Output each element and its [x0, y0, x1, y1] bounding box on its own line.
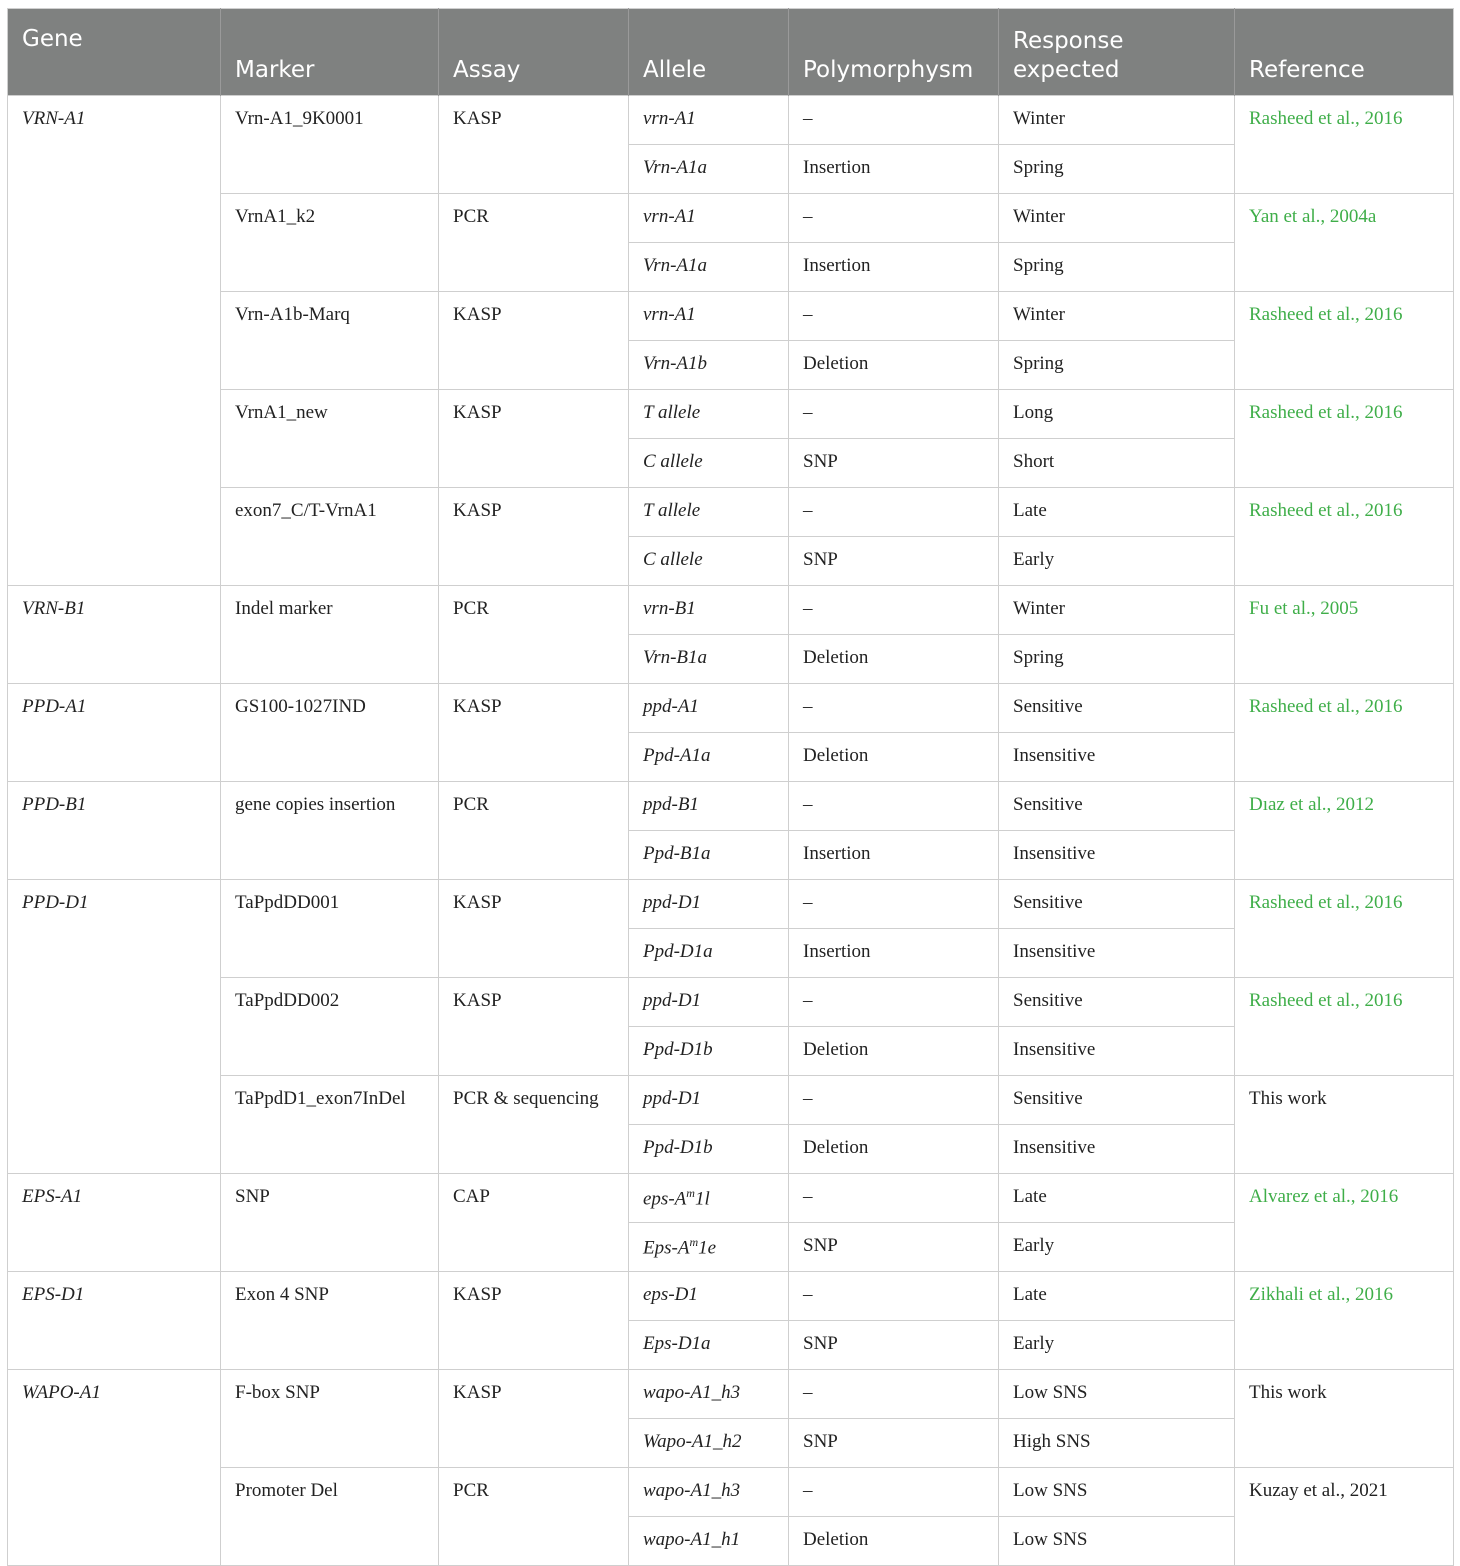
polymorphism-cell: – — [789, 96, 999, 145]
response-cell: Long — [999, 390, 1235, 439]
marker-cell: Vrn-A1_9K0001 — [221, 96, 439, 194]
gene-cell: WAPO-A1 — [8, 1370, 221, 1566]
header-reference: Reference — [1235, 9, 1454, 96]
allele-cell: Ppd-D1b — [629, 1125, 789, 1174]
gene-cell: PPD-D1 — [8, 880, 221, 1174]
response-cell: Late — [999, 488, 1235, 537]
polymorphism-cell: – — [789, 880, 999, 929]
allele-cell: ppd-A1 — [629, 684, 789, 733]
table-row — [8, 292, 1454, 341]
allele-cell: vrn-A1 — [629, 194, 789, 243]
assay-cell: KASP — [439, 1370, 629, 1468]
allele-cell: Eps-D1a — [629, 1321, 789, 1370]
reference-link[interactable]: Rasheed et al., 2016 — [1235, 96, 1454, 194]
response-cell: Sensitive — [999, 782, 1235, 831]
polymorphism-cell: Insertion — [789, 831, 999, 880]
response-cell: Sensitive — [999, 1076, 1235, 1125]
polymorphism-cell: Insertion — [789, 145, 999, 194]
allele-superscript: m — [689, 1235, 699, 1249]
polymorphism-cell: – — [789, 782, 999, 831]
polymorphism-cell: – — [789, 586, 999, 635]
table-row — [8, 194, 1454, 243]
assay-cell: KASP — [439, 684, 629, 782]
table-row — [8, 1076, 1454, 1125]
assay-cell: KASP — [439, 880, 629, 978]
header-marker: Marker — [221, 9, 439, 96]
polymorphism-cell: – — [789, 390, 999, 439]
gene-cell: PPD-A1 — [8, 684, 221, 782]
response-cell: Insensitive — [999, 733, 1235, 782]
allele-superscript: m — [686, 1186, 695, 1200]
table-row — [8, 782, 1454, 831]
response-cell: Winter — [999, 194, 1235, 243]
assay-cell: KASP — [439, 292, 629, 390]
allele-cell: Ppd-A1a — [629, 733, 789, 782]
allele-cell: ppd-D1 — [629, 1076, 789, 1125]
assay-cell: PCR — [439, 1468, 629, 1566]
assay-cell: KASP — [439, 978, 629, 1076]
response-cell: Sensitive — [999, 978, 1235, 1027]
allele-cell: Vrn-A1a — [629, 145, 789, 194]
assay-cell: KASP — [439, 488, 629, 586]
allele-cell: C allele — [629, 439, 789, 488]
marker-cell: exon7_C/T-VrnA1 — [221, 488, 439, 586]
table-row — [8, 1174, 1454, 1223]
polymorphism-cell: – — [789, 194, 999, 243]
allele-cell: eps-$A^m1l$ — [629, 1174, 789, 1223]
response-cell: Low SNS — [999, 1370, 1235, 1419]
response-cell: Winter — [999, 96, 1235, 145]
response-cell: Winter — [999, 292, 1235, 341]
header-row — [8, 9, 1454, 96]
header-polymorphism: Polymorphysm — [789, 9, 999, 96]
reference-cell: This work — [1235, 1370, 1454, 1468]
reference-link[interactable]: Fu et al., 2005 — [1235, 586, 1454, 684]
allele-cell: eps-D1 — [629, 1272, 789, 1321]
allele-cell: vrn-A1 — [629, 96, 789, 145]
reference-link[interactable]: Dıaz et al., 2012 — [1235, 782, 1454, 880]
marker-cell: Vrn-A1b-Marq — [221, 292, 439, 390]
polymorphism-cell: – — [789, 978, 999, 1027]
gene-cell: EPS-A1 — [8, 1174, 221, 1272]
marker-table — [7, 8, 1454, 1566]
table-row — [8, 1370, 1454, 1419]
response-cell: Sensitive — [999, 880, 1235, 929]
polymorphism-cell: Deletion — [789, 1517, 999, 1566]
polymorphism-cell: – — [789, 292, 999, 341]
response-cell: Insensitive — [999, 831, 1235, 880]
allele-cell: Vrn-A1b — [629, 341, 789, 390]
response-cell: Early — [999, 1223, 1235, 1272]
table-row — [8, 978, 1454, 1027]
reference-link[interactable]: Zikhali et al., 2016 — [1235, 1272, 1454, 1370]
table-row — [8, 1272, 1454, 1321]
response-cell: Insensitive — [999, 1027, 1235, 1076]
assay-cell: KASP — [439, 1272, 629, 1370]
polymorphism-cell: – — [789, 1468, 999, 1517]
response-cell: Late — [999, 1174, 1235, 1223]
allele-cell: vrn-B1 — [629, 586, 789, 635]
response-cell: Winter — [999, 586, 1235, 635]
polymorphism-cell: – — [789, 684, 999, 733]
polymorphism-cell: Deletion — [789, 1027, 999, 1076]
polymorphism-cell: SNP — [789, 439, 999, 488]
allele-cell: Vrn-B1a — [629, 635, 789, 684]
allele-cell: Ppd-D1a — [629, 929, 789, 978]
allele-cell: T allele — [629, 390, 789, 439]
polymorphism-cell: – — [789, 1174, 999, 1223]
polymorphism-cell: – — [789, 488, 999, 537]
assay-cell: PCR & sequencing — [439, 1076, 629, 1174]
allele-cell: Vrn-A1a — [629, 243, 789, 292]
marker-cell: gene copies insertion — [221, 782, 439, 880]
assay-cell: KASP — [439, 390, 629, 488]
polymorphism-cell: – — [789, 1076, 999, 1125]
gene-cell: VRN-A1 — [8, 96, 221, 586]
table-row — [8, 880, 1454, 929]
response-cell: Early — [999, 1321, 1235, 1370]
header-gene: Gene — [8, 9, 221, 96]
marker-cell: TaPpdDD001 — [221, 880, 439, 978]
polymorphism-cell: SNP — [789, 1419, 999, 1468]
response-cell: Spring — [999, 341, 1235, 390]
marker-cell: SNP — [221, 1174, 439, 1272]
table-body — [8, 96, 1454, 1566]
allele-cell: Wapo-A1_h2 — [629, 1419, 789, 1468]
marker-cell: TaPpdD1_exon7InDel — [221, 1076, 439, 1174]
header-response: Response expected — [999, 9, 1235, 96]
marker-cell: TaPpdDD002 — [221, 978, 439, 1076]
polymorphism-cell: SNP — [789, 537, 999, 586]
header-assay: Assay — [439, 9, 629, 96]
allele-cell: wapo-A1_h3 — [629, 1468, 789, 1517]
allele-cell: wapo-A1_h1 — [629, 1517, 789, 1566]
response-cell: Late — [999, 1272, 1235, 1321]
allele-cell: Ppd-B1a — [629, 831, 789, 880]
response-cell: Spring — [999, 635, 1235, 684]
header-allele: Allele — [629, 9, 789, 96]
assay-cell: CAP — [439, 1174, 629, 1272]
reference-link[interactable]: Rasheed et al., 2016 — [1235, 292, 1454, 390]
gene-cell: EPS-D1 — [8, 1272, 221, 1370]
response-cell: Insensitive — [999, 1125, 1235, 1174]
polymorphism-cell: – — [789, 1272, 999, 1321]
allele-cell: Ppd-D1b — [629, 1027, 789, 1076]
response-cell: Spring — [999, 145, 1235, 194]
table-row — [8, 390, 1454, 439]
assay-cell: PCR — [439, 586, 629, 684]
response-cell: Insensitive — [999, 929, 1235, 978]
reference-link[interactable]: Rasheed et al., 2016 — [1235, 684, 1454, 782]
polymorphism-cell: Deletion — [789, 635, 999, 684]
reference-link[interactable]: Alvarez et al., 2016 — [1235, 1174, 1454, 1272]
polymorphism-cell: Deletion — [789, 341, 999, 390]
table-row — [8, 96, 1454, 145]
response-cell: High SNS — [999, 1419, 1235, 1468]
gene-cell: PPD-B1 — [8, 782, 221, 880]
reference-link[interactable]: Rasheed et al., 2016 — [1235, 978, 1454, 1076]
assay-cell: PCR — [439, 782, 629, 880]
assay-cell: PCR — [439, 194, 629, 292]
response-cell: Low SNS — [999, 1468, 1235, 1517]
marker-cell: Promoter Del — [221, 1468, 439, 1566]
polymorphism-cell: – — [789, 1370, 999, 1419]
table-row — [8, 488, 1454, 537]
gene-cell: VRN-B1 — [8, 586, 221, 684]
reference-link[interactable]: Rasheed et al., 2016 — [1235, 390, 1454, 488]
marker-cell: Exon 4 SNP — [221, 1272, 439, 1370]
response-cell: Spring — [999, 243, 1235, 292]
polymorphism-cell: Insertion — [789, 929, 999, 978]
allele-cell: T allele — [629, 488, 789, 537]
marker-cell: F-box SNP — [221, 1370, 439, 1468]
reference-link[interactable]: Rasheed et al., 2016 — [1235, 880, 1454, 978]
response-cell: Sensitive — [999, 684, 1235, 733]
response-cell: Early — [999, 537, 1235, 586]
polymorphism-cell: SNP — [789, 1223, 999, 1272]
polymorphism-cell: Deletion — [789, 1125, 999, 1174]
table-row — [8, 684, 1454, 733]
marker-cell: GS100-1027IND — [221, 684, 439, 782]
reference-cell: This work — [1235, 1076, 1454, 1174]
response-cell: Low SNS — [999, 1517, 1235, 1566]
table-row — [8, 1468, 1454, 1517]
response-cell: Short — [999, 439, 1235, 488]
marker-cell: Indel marker — [221, 586, 439, 684]
allele-cell: ppd-D1 — [629, 880, 789, 929]
assay-cell: KASP — [439, 96, 629, 194]
polymorphism-cell: Deletion — [789, 733, 999, 782]
polymorphism-cell: Insertion — [789, 243, 999, 292]
reference-link[interactable]: Rasheed et al., 2016 — [1235, 488, 1454, 586]
marker-cell: VrnA1_k2 — [221, 194, 439, 292]
polymorphism-cell: SNP — [789, 1321, 999, 1370]
allele-cell: Eps-$A^m1e$ — [629, 1223, 789, 1272]
table-row — [8, 586, 1454, 635]
allele-cell: C allele — [629, 537, 789, 586]
reference-cell: Kuzay et al., 2021 — [1235, 1468, 1454, 1566]
allele-cell: wapo-A1_h3 — [629, 1370, 789, 1419]
marker-cell: VrnA1_new — [221, 390, 439, 488]
allele-cell: ppd-D1 — [629, 978, 789, 1027]
allele-cell: ppd-B1 — [629, 782, 789, 831]
reference-link[interactable]: Yan et al., 2004a — [1235, 194, 1454, 292]
allele-cell: vrn-A1 — [629, 292, 789, 341]
